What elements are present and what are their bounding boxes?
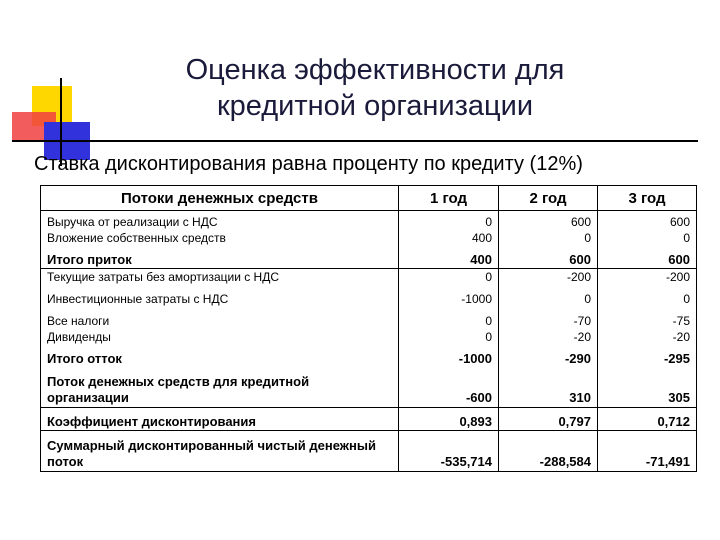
row-label: Текущие затраты без амортизации с НДС xyxy=(41,269,399,286)
cell-year-1: 400 xyxy=(399,230,499,246)
cell-year-2: 600 xyxy=(499,214,598,230)
table-row-total-outflow xyxy=(41,345,697,367)
table-row-total-inflow xyxy=(41,246,697,269)
header-year-1: 1 год xyxy=(399,186,499,211)
cell-year-2: 0,797 xyxy=(499,408,598,431)
table-row-discount-factor xyxy=(41,408,697,431)
cash-flow-table xyxy=(40,185,697,472)
row-label: Коэффициент дисконтирования xyxy=(41,408,399,431)
cell-year-3: 600 xyxy=(598,246,697,269)
cell-year-1: 0 xyxy=(399,329,499,345)
header-year-3: 3 год xyxy=(598,186,697,211)
row-label: Дивиденды xyxy=(41,329,399,345)
row-label: Вложение собственных средств xyxy=(41,230,399,246)
table-row xyxy=(41,214,697,230)
row-label: Итого приток xyxy=(41,246,399,269)
cell-year-1: 0,893 xyxy=(399,408,499,431)
table-row xyxy=(41,329,697,345)
cell-year-2: -70 xyxy=(499,307,598,329)
cell-year-3: 0,712 xyxy=(598,408,697,431)
table-row-net-flow xyxy=(41,367,697,408)
table-row xyxy=(41,230,697,246)
cell-year-3: 600 xyxy=(598,214,697,230)
cell-year-1: -1000 xyxy=(399,345,499,367)
cell-year-1: -535,714 xyxy=(399,431,499,472)
table-row-discounted-total xyxy=(41,431,697,472)
cell-year-2: 0 xyxy=(499,230,598,246)
header-cash-flows: Потоки денежных средств xyxy=(41,186,399,211)
cell-year-1: 400 xyxy=(399,246,499,269)
row-label: Выручка от реализации с НДС xyxy=(41,214,399,230)
cell-year-2: 310 xyxy=(499,367,598,408)
cell-year-2: 600 xyxy=(499,246,598,269)
row-label: Инвестиционные затраты с НДС xyxy=(41,285,399,307)
row-label: Итого отток xyxy=(41,345,399,367)
cell-year-2: -288,584 xyxy=(499,431,598,472)
cell-year-3: -75 xyxy=(598,307,697,329)
cell-year-2: -200 xyxy=(499,269,598,286)
cell-year-3: 305 xyxy=(598,367,697,408)
cell-year-3: -71,491 xyxy=(598,431,697,472)
cell-year-1: -600 xyxy=(399,367,499,408)
cell-year-3: 0 xyxy=(598,230,697,246)
decor-horizontal-line xyxy=(12,140,698,142)
table-row xyxy=(41,307,697,329)
cell-year-1: 0 xyxy=(399,269,499,286)
cell-year-1: 0 xyxy=(399,214,499,230)
cell-year-3: -295 xyxy=(598,345,697,367)
cell-year-3: -200 xyxy=(598,269,697,286)
cell-year-3: -20 xyxy=(598,329,697,345)
row-label: Поток денежных средств для кредитной организации xyxy=(41,367,399,408)
cell-year-1: 0 xyxy=(399,307,499,329)
table-header-row xyxy=(41,186,697,211)
table-row xyxy=(41,269,697,286)
row-label: Суммарный дисконтированный чистый денежный поток xyxy=(41,431,399,472)
row-label: Все налоги xyxy=(41,307,399,329)
cell-year-2: 0 xyxy=(499,285,598,307)
cell-year-2: -20 xyxy=(499,329,598,345)
slide-title: Оценка эффективности для кредитной организации xyxy=(185,54,565,122)
cell-year-3: 0 xyxy=(598,285,697,307)
header-year-2: 2 год xyxy=(499,186,598,211)
slide-subtitle: Ставка дисконтирования равна проценту по кредиту (12%) xyxy=(34,153,583,175)
cell-year-1: -1000 xyxy=(399,285,499,307)
table-row xyxy=(41,285,697,307)
cell-year-2: -290 xyxy=(499,345,598,367)
